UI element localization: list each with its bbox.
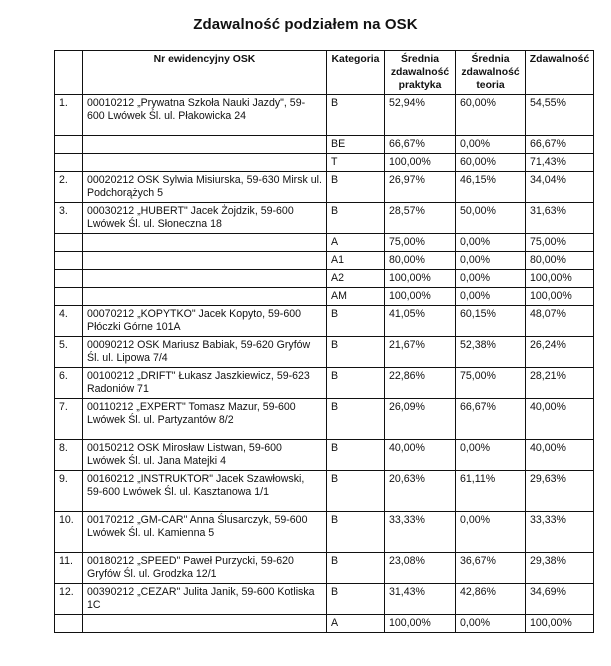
cell-lp — [55, 136, 83, 154]
cell-osk-name — [83, 288, 327, 306]
cell-zdawalnosc: 28,21% — [526, 368, 594, 399]
cell-teoria: 75,00% — [456, 368, 526, 399]
cell-osk-name — [83, 136, 327, 154]
cell-praktyka: 52,94% — [385, 95, 456, 136]
cell-lp: 9. — [55, 471, 83, 512]
cell-praktyka: 22,86% — [385, 368, 456, 399]
cell-zdawalnosc: 100,00% — [526, 270, 594, 288]
cell-kategoria: B — [327, 95, 385, 136]
cell-kategoria: BE — [327, 136, 385, 154]
cell-kategoria: B — [327, 440, 385, 471]
cell-zdawalnosc: 34,69% — [526, 584, 594, 615]
cell-lp: 5. — [55, 337, 83, 368]
cell-osk-name: 00020212 OSK Sylwia Misiurska, 59-630 Mirsk ul. Podchorążych 5 — [83, 172, 327, 203]
cell-kategoria: B — [327, 203, 385, 234]
cell-praktyka: 23,08% — [385, 553, 456, 584]
cell-zdawalnosc: 66,67% — [526, 136, 594, 154]
cell-kategoria: A — [327, 615, 385, 633]
cell-kategoria: A2 — [327, 270, 385, 288]
cell-teoria: 50,00% — [456, 203, 526, 234]
cell-praktyka: 26,97% — [385, 172, 456, 203]
cell-lp: 3. — [55, 203, 83, 234]
header-kategoria: Kategoria — [327, 51, 385, 95]
cell-kategoria: B — [327, 306, 385, 337]
cell-zdawalnosc: 100,00% — [526, 288, 594, 306]
cell-kategoria: AM — [327, 288, 385, 306]
cell-praktyka: 20,63% — [385, 471, 456, 512]
cell-praktyka: 31,43% — [385, 584, 456, 615]
cell-zdawalnosc: 29,63% — [526, 471, 594, 512]
cell-lp — [55, 615, 83, 633]
table-row — [55, 203, 594, 234]
cell-kategoria: B — [327, 553, 385, 584]
cell-zdawalnosc: 71,43% — [526, 154, 594, 172]
cell-praktyka: 75,00% — [385, 234, 456, 252]
cell-lp: 11. — [55, 553, 83, 584]
cell-teoria: 36,67% — [456, 553, 526, 584]
cell-osk-name: 00160212 „INSTRUKTOR" Jacek Szawłowski, 59-600 Lwówek Śl. ul. Kasztanowa 1/1 — [83, 471, 327, 512]
cell-zdawalnosc: 80,00% — [526, 252, 594, 270]
table-row — [55, 512, 594, 553]
cell-praktyka: 41,05% — [385, 306, 456, 337]
cell-kategoria: B — [327, 471, 385, 512]
cell-teoria: 0,00% — [456, 234, 526, 252]
cell-teoria: 46,15% — [456, 172, 526, 203]
cell-zdawalnosc: 40,00% — [526, 399, 594, 440]
cell-zdawalnosc: 75,00% — [526, 234, 594, 252]
table-row — [55, 288, 594, 306]
cell-lp: 4. — [55, 306, 83, 337]
cell-teoria: 0,00% — [456, 440, 526, 471]
cell-teoria: 61,11% — [456, 471, 526, 512]
cell-kategoria: B — [327, 584, 385, 615]
cell-lp — [55, 252, 83, 270]
cell-lp — [55, 288, 83, 306]
table-row — [55, 306, 594, 337]
cell-osk-name — [83, 615, 327, 633]
cell-osk-name: 00030212 „HUBERT" Jacek Żojdzik, 59-600 Lwówek Śl. ul. Słoneczna 18 — [83, 203, 327, 234]
table-row — [55, 399, 594, 440]
cell-kategoria: A1 — [327, 252, 385, 270]
cell-lp — [55, 270, 83, 288]
cell-kategoria: B — [327, 399, 385, 440]
cell-lp: 10. — [55, 512, 83, 553]
cell-kategoria: B — [327, 368, 385, 399]
cell-zdawalnosc: 100,00% — [526, 615, 594, 633]
cell-praktyka: 80,00% — [385, 252, 456, 270]
cell-zdawalnosc: 54,55% — [526, 95, 594, 136]
cell-osk-name — [83, 234, 327, 252]
cell-praktyka: 100,00% — [385, 154, 456, 172]
cell-osk-name: 00170212 „GM-CAR" Anna Ślusarczyk, 59-600 Lwówek Śl. ul. Kamienna 5 — [83, 512, 327, 553]
cell-osk-name — [83, 252, 327, 270]
header-lp — [55, 51, 83, 95]
cell-osk-name: 00180212 „SPEED" Paweł Purzycki, 59-620 Gryfów Śl. ul. Grodzka 12/1 — [83, 553, 327, 584]
cell-zdawalnosc: 34,04% — [526, 172, 594, 203]
table-row — [55, 615, 594, 633]
cell-osk-name: 00090212 OSK Mariusz Babiak, 59-620 Gryfów Śl. ul. Lipowa 7/4 — [83, 337, 327, 368]
cell-kategoria: B — [327, 172, 385, 203]
page-title: Zdawalność podziałem na OSK — [193, 16, 418, 33]
cell-osk-name: 00390212 „CEZAR" Julita Janik, 59-600 Kotliska 1C — [83, 584, 327, 615]
table-row — [55, 440, 594, 471]
cell-osk-name: 00100212 „DRIFT" Łukasz Jaszkiewicz, 59-623 Radoniów 71 — [83, 368, 327, 399]
cell-praktyka: 40,00% — [385, 440, 456, 471]
cell-praktyka: 66,67% — [385, 136, 456, 154]
cell-kategoria: A — [327, 234, 385, 252]
cell-teoria: 60,00% — [456, 154, 526, 172]
cell-praktyka: 26,09% — [385, 399, 456, 440]
cell-praktyka: 28,57% — [385, 203, 456, 234]
cell-teoria: 42,86% — [456, 584, 526, 615]
cell-teoria: 60,15% — [456, 306, 526, 337]
cell-osk-name — [83, 270, 327, 288]
cell-teoria: 0,00% — [456, 270, 526, 288]
cell-osk-name: 00110212 „EXPERT" Tomasz Mazur, 59-600 Lwówek Śl. ul. Partyzantów 8/2 — [83, 399, 327, 440]
osk-table — [54, 50, 594, 633]
cell-praktyka: 100,00% — [385, 615, 456, 633]
cell-kategoria: T — [327, 154, 385, 172]
cell-praktyka: 100,00% — [385, 270, 456, 288]
cell-teoria: 0,00% — [456, 288, 526, 306]
table-row — [55, 584, 594, 615]
cell-osk-name: 00070212 „KOPYTKO" Jacek Kopyto, 59-600 Płóczki Górne 101A — [83, 306, 327, 337]
cell-zdawalnosc: 48,07% — [526, 306, 594, 337]
cell-lp: 1. — [55, 95, 83, 136]
header-zdawalnosc: Zdawalność — [526, 51, 594, 95]
table-row — [55, 154, 594, 172]
cell-zdawalnosc: 26,24% — [526, 337, 594, 368]
cell-zdawalnosc: 31,63% — [526, 203, 594, 234]
cell-praktyka: 33,33% — [385, 512, 456, 553]
cell-lp: 7. — [55, 399, 83, 440]
cell-lp: 6. — [55, 368, 83, 399]
cell-lp — [55, 154, 83, 172]
table-row — [55, 95, 594, 136]
table-header-row — [55, 51, 594, 95]
cell-teoria: 60,00% — [456, 95, 526, 136]
table-row — [55, 337, 594, 368]
cell-zdawalnosc: 33,33% — [526, 512, 594, 553]
cell-osk-name — [83, 154, 327, 172]
header-srednia-teoria: Średnia zdawalność teoria — [456, 51, 526, 95]
cell-osk-name: 00150212 OSK Mirosław Listwan, 59-600 Lwówek Śl. ul. Jana Matejki 4 — [83, 440, 327, 471]
table-row — [55, 471, 594, 512]
cell-kategoria: B — [327, 512, 385, 553]
header-srednia-praktyka: Średnia zdawalność praktyka — [385, 51, 456, 95]
cell-lp: 12. — [55, 584, 83, 615]
cell-lp: 8. — [55, 440, 83, 471]
table-row — [55, 270, 594, 288]
table-row — [55, 172, 594, 203]
cell-teoria: 66,67% — [456, 399, 526, 440]
cell-teoria: 0,00% — [456, 512, 526, 553]
cell-praktyka: 100,00% — [385, 288, 456, 306]
cell-praktyka: 21,67% — [385, 337, 456, 368]
table-row — [55, 368, 594, 399]
cell-osk-name: 00010212 „Prywatna Szkoła Nauki Jazdy", 59-600 Lwówek Śl. ul. Płakowicka 24 — [83, 95, 327, 136]
cell-teoria: 0,00% — [456, 252, 526, 270]
cell-lp — [55, 234, 83, 252]
cell-lp: 2. — [55, 172, 83, 203]
table-row — [55, 553, 594, 584]
cell-kategoria: B — [327, 337, 385, 368]
cell-teoria: 0,00% — [456, 136, 526, 154]
cell-zdawalnosc: 29,38% — [526, 553, 594, 584]
cell-teoria: 0,00% — [456, 615, 526, 633]
cell-zdawalnosc: 40,00% — [526, 440, 594, 471]
table-row — [55, 234, 594, 252]
table-row — [55, 252, 594, 270]
cell-teoria: 52,38% — [456, 337, 526, 368]
header-nr-ewidencyjny: Nr ewidencyjny OSK — [83, 51, 327, 95]
table-row — [55, 136, 594, 154]
